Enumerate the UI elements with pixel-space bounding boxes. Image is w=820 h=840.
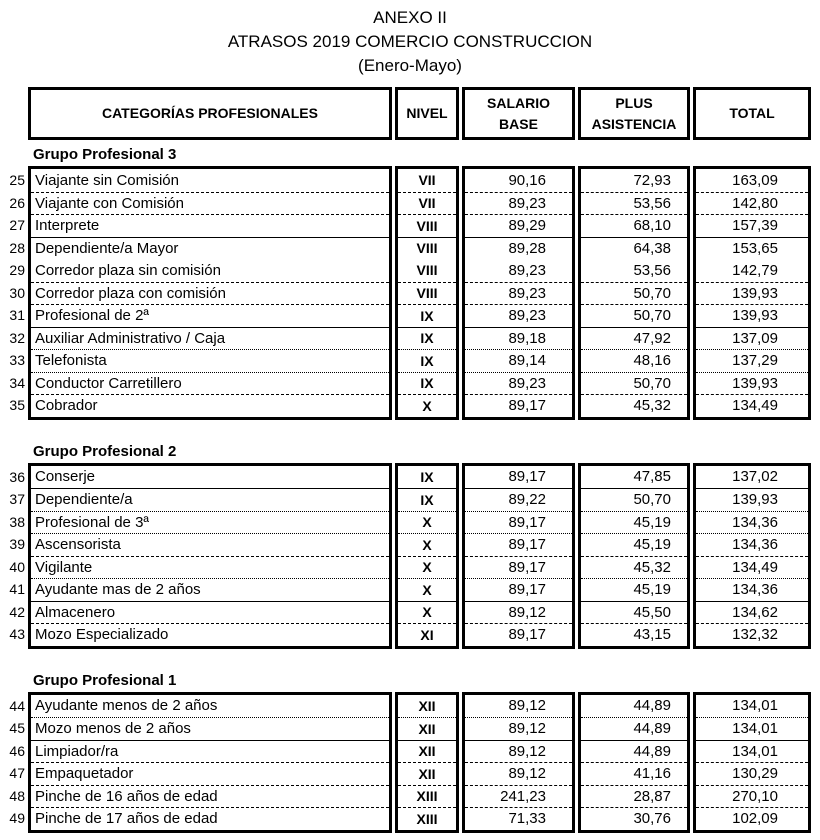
total-cell: 132,32 <box>696 623 808 646</box>
doc-title-line1: ANEXO II <box>373 8 447 27</box>
header-cell-salario-base <box>462 87 575 140</box>
nivel-cell: IX <box>420 468 434 485</box>
plus-cell: 47,85 <box>633 468 671 486</box>
category-cells-column <box>28 166 392 420</box>
header-plus-line1: PLUS <box>615 94 653 111</box>
salario-cell: 89,12 <box>508 697 546 715</box>
plus-cell: 45,19 <box>581 533 687 556</box>
row-number: 41 <box>9 581 25 598</box>
plus-cell: 53,56 <box>633 261 671 279</box>
header-nivel-label: NIVEL <box>406 105 448 121</box>
salario-cell: 89,23 <box>465 282 572 305</box>
salario-cells-column <box>462 166 575 420</box>
total-cell: 137,29 <box>696 349 808 372</box>
category-cell: Dependiente/a <box>31 488 389 511</box>
plus-cell: 50,70 <box>581 488 687 511</box>
nivel-cell: X <box>398 511 456 534</box>
row-number-gutter <box>0 692 28 833</box>
total-cells-column <box>693 692 811 833</box>
total-cell: 139,93 <box>696 488 808 511</box>
category-cell: Profesional de 3ª <box>31 511 389 534</box>
row-number: 33 <box>9 352 25 369</box>
header-categorias-label: CATEGORÍAS PROFESIONALES <box>102 105 318 121</box>
nivel-cell: X <box>398 533 456 556</box>
row-number-gutter <box>0 463 28 649</box>
category-cell: Telefonista <box>31 349 389 372</box>
total-cell: 134,36 <box>696 533 808 556</box>
nivel-cell: X <box>398 601 456 624</box>
plus-cell: 53,56 <box>581 192 687 215</box>
row-number: 32 <box>9 329 25 346</box>
category-cell: Profesional de 2ª <box>31 304 389 327</box>
plus-cell: 50,70 <box>581 282 687 305</box>
category-cell: Ayudante menos de 2 años <box>35 697 218 715</box>
row-number: 26 <box>9 194 25 211</box>
category-cell: Cobrador <box>31 394 389 417</box>
nivel-cell: XII <box>398 762 456 785</box>
total-cell: 134,36 <box>696 511 808 534</box>
nivel-cell: IX <box>398 488 456 511</box>
plus-cells-column <box>578 692 690 833</box>
group-label: Grupo Profesional 2 <box>33 442 177 460</box>
total-cell: 142,79 <box>732 261 778 279</box>
category-cell: Mozo Especializado <box>31 623 389 646</box>
salario-cell: 89,17 <box>465 533 572 556</box>
salario-cell: 89,12 <box>465 601 572 624</box>
nivel-cell: X <box>398 578 456 601</box>
total-cells-column <box>693 463 811 649</box>
salario-cells-column <box>462 463 575 649</box>
group-table <box>0 166 820 420</box>
salario-cell: 89,12 <box>465 740 572 763</box>
row-number: 36 <box>9 468 25 485</box>
category-cell: Dependiente/a Mayor <box>31 237 389 260</box>
category-cell: Viajante con Comisión <box>31 192 389 215</box>
doc-title-line3: (Enero-Mayo) <box>358 56 462 75</box>
total-cell: 134,01 <box>696 717 808 740</box>
plus-cell: 50,70 <box>581 372 687 395</box>
nivel-cell: XI <box>398 623 456 646</box>
category-cell: Conserje <box>35 468 96 486</box>
nivel-cells-column <box>395 692 459 833</box>
row-number: 47 <box>9 765 25 782</box>
plus-cell: 72,93 <box>633 171 671 189</box>
plus-cell: 45,50 <box>581 601 687 624</box>
total-cells-column <box>693 166 811 420</box>
total-cell: 139,93 <box>696 372 808 395</box>
nivel-cell: VIII <box>398 237 456 260</box>
salario-cell: 89,23 <box>508 261 546 279</box>
row-number: 43 <box>9 626 25 643</box>
total-cell: 134,01 <box>696 740 808 763</box>
row-number: 46 <box>9 742 25 759</box>
group-label: Grupo Profesional 1 <box>33 671 177 689</box>
plus-cell: 45,32 <box>581 394 687 417</box>
salario-cell: 241,23 <box>465 785 572 808</box>
category-cells-column <box>28 463 392 649</box>
plus-cell: 47,92 <box>581 327 687 350</box>
total-cell: 270,10 <box>696 785 808 808</box>
category-cell: Auxiliar Administrativo / Caja <box>31 327 389 350</box>
salario-cell: 89,23 <box>465 304 572 327</box>
nivel-cell: X <box>398 394 456 417</box>
category-cell: Corredor plaza sin comisión <box>35 261 221 279</box>
group-table <box>0 463 820 649</box>
total-cell: 134,01 <box>732 697 778 715</box>
row-number-gutter <box>0 166 28 420</box>
total-cell: 139,93 <box>696 282 808 305</box>
nivel-cell: IX <box>398 304 456 327</box>
salario-cell: 89,22 <box>465 488 572 511</box>
header-salario-line1: SALARIO <box>487 94 550 111</box>
row-number-list <box>0 166 28 417</box>
row-number: 34 <box>9 374 25 391</box>
plus-cells-column <box>578 463 690 649</box>
category-cell: Ascensorista <box>31 533 389 556</box>
plus-cell: 45,19 <box>581 578 687 601</box>
total-cell: 137,02 <box>732 468 778 486</box>
salario-cell: 90,16 <box>508 171 546 189</box>
header-total-label: TOTAL <box>729 105 775 121</box>
row-number: 35 <box>9 397 25 414</box>
total-cell: 134,49 <box>696 394 808 417</box>
total-cell: 139,93 <box>696 304 808 327</box>
nivel-cell: XII <box>398 740 456 763</box>
row-number: 44 <box>9 697 25 714</box>
table-header-row <box>0 87 820 140</box>
groups-container <box>0 146 820 833</box>
row-number: 29 <box>9 262 25 279</box>
salario-cell: 89,23 <box>465 192 572 215</box>
nivel-cell: VIII <box>398 282 456 305</box>
row-number: 37 <box>9 491 25 508</box>
salario-cell: 89,14 <box>465 349 572 372</box>
header-cell-plus-asistencia <box>578 87 690 140</box>
header-cell-total <box>693 87 811 140</box>
category-cell: Viajante sin Comisión <box>35 171 179 189</box>
nivel-cell: XIII <box>398 807 456 830</box>
category-cell: Mozo menos de 2 años <box>31 717 389 740</box>
doc-title-line2: ATRASOS 2019 COMERCIO CONSTRUCCION <box>227 32 593 51</box>
plus-cell: 43,15 <box>581 623 687 646</box>
salario-cell: 89,23 <box>465 372 572 395</box>
header-plus-line2: ASISTENCIA <box>591 115 677 132</box>
plus-cell: 44,89 <box>581 717 687 740</box>
plus-cell: 28,87 <box>581 785 687 808</box>
row-number: 31 <box>9 307 25 324</box>
total-cell: 153,65 <box>696 237 808 260</box>
plus-cell: 45,32 <box>581 556 687 579</box>
total-cell: 130,29 <box>696 762 808 785</box>
nivel-cells-column <box>395 463 459 649</box>
category-cell: Conductor Carretillero <box>31 372 389 395</box>
plus-cell: 44,89 <box>633 697 671 715</box>
salario-cell: 71,33 <box>465 807 572 830</box>
salario-cell: 89,18 <box>465 327 572 350</box>
header-cell-nivel <box>395 87 459 140</box>
group-label: Grupo Profesional 3 <box>33 146 177 163</box>
plus-cell: 48,16 <box>581 349 687 372</box>
row-number: 28 <box>9 239 25 256</box>
nivel-cell: IX <box>398 349 456 372</box>
plus-cell: 64,38 <box>581 237 687 260</box>
row-number: 25 <box>9 172 25 189</box>
category-cell: Vigilante <box>31 556 389 579</box>
row-number: 49 <box>9 810 25 827</box>
row-number: 45 <box>9 720 25 737</box>
plus-cells-column <box>578 166 690 420</box>
total-cell: 137,09 <box>696 327 808 350</box>
salario-cell: 89,28 <box>465 237 572 260</box>
plus-cell: 50,70 <box>581 304 687 327</box>
salario-cells-column <box>462 692 575 833</box>
salario-cell: 89,12 <box>465 762 572 785</box>
total-cell: 134,49 <box>696 556 808 579</box>
salario-cell: 89,29 <box>465 214 572 237</box>
plus-cell: 41,16 <box>581 762 687 785</box>
nivel-cells-column <box>395 166 459 420</box>
nivel-cell: VIII <box>416 262 438 279</box>
group-table <box>0 692 820 833</box>
row-number: 48 <box>9 787 25 804</box>
row-number: 30 <box>9 284 25 301</box>
nivel-cell: IX <box>398 327 456 350</box>
category-cell: Pinche de 16 años de edad <box>31 785 389 808</box>
category-cell: Limpiador/ra <box>31 740 389 763</box>
nivel-cell: XII <box>418 697 436 714</box>
nivel-cell: VII <box>398 192 456 215</box>
total-cell: 157,39 <box>696 214 808 237</box>
row-number-list <box>0 463 28 646</box>
header-cell-categorias <box>28 87 392 140</box>
nivel-cell: XIII <box>398 785 456 808</box>
salario-cell: 89,17 <box>508 468 546 486</box>
header-gutter <box>0 87 28 140</box>
doc-title <box>0 0 820 78</box>
nivel-cell: VII <box>418 172 436 189</box>
total-cell: 134,36 <box>696 578 808 601</box>
salario-cell: 89,17 <box>465 578 572 601</box>
salario-cell: 89,17 <box>465 511 572 534</box>
nivel-cell: XII <box>398 717 456 740</box>
category-cell: Almacenero <box>31 601 389 624</box>
row-number: 27 <box>9 217 25 234</box>
category-cell: Empaquetador <box>31 762 389 785</box>
row-number: 42 <box>9 603 25 620</box>
nivel-cell: VIII <box>398 214 456 237</box>
category-cell: Corredor plaza con comisión <box>31 282 389 305</box>
plus-cell: 44,89 <box>581 740 687 763</box>
category-cell: Ayudante mas de 2 años <box>31 578 389 601</box>
header-salario-line2: BASE <box>499 115 538 132</box>
row-number-list <box>0 692 28 830</box>
nivel-cell: X <box>398 556 456 579</box>
salario-cell: 89,17 <box>465 623 572 646</box>
plus-cell: 30,76 <box>581 807 687 830</box>
total-cell: 142,80 <box>696 192 808 215</box>
salario-cell: 89,17 <box>465 394 572 417</box>
total-cell: 163,09 <box>732 171 778 189</box>
category-cell: Pinche de 17 años de edad <box>31 807 389 830</box>
category-cell: Interprete <box>31 214 389 237</box>
salario-cell: 89,12 <box>465 717 572 740</box>
total-cell: 134,62 <box>696 601 808 624</box>
row-number: 40 <box>9 558 25 575</box>
total-cell: 102,09 <box>696 807 808 830</box>
nivel-cell: IX <box>398 372 456 395</box>
plus-cell: 68,10 <box>581 214 687 237</box>
plus-cell: 45,19 <box>581 511 687 534</box>
category-cells-column <box>28 692 392 833</box>
salario-cell: 89,17 <box>465 556 572 579</box>
row-number: 39 <box>9 536 25 553</box>
row-number: 38 <box>9 513 25 530</box>
